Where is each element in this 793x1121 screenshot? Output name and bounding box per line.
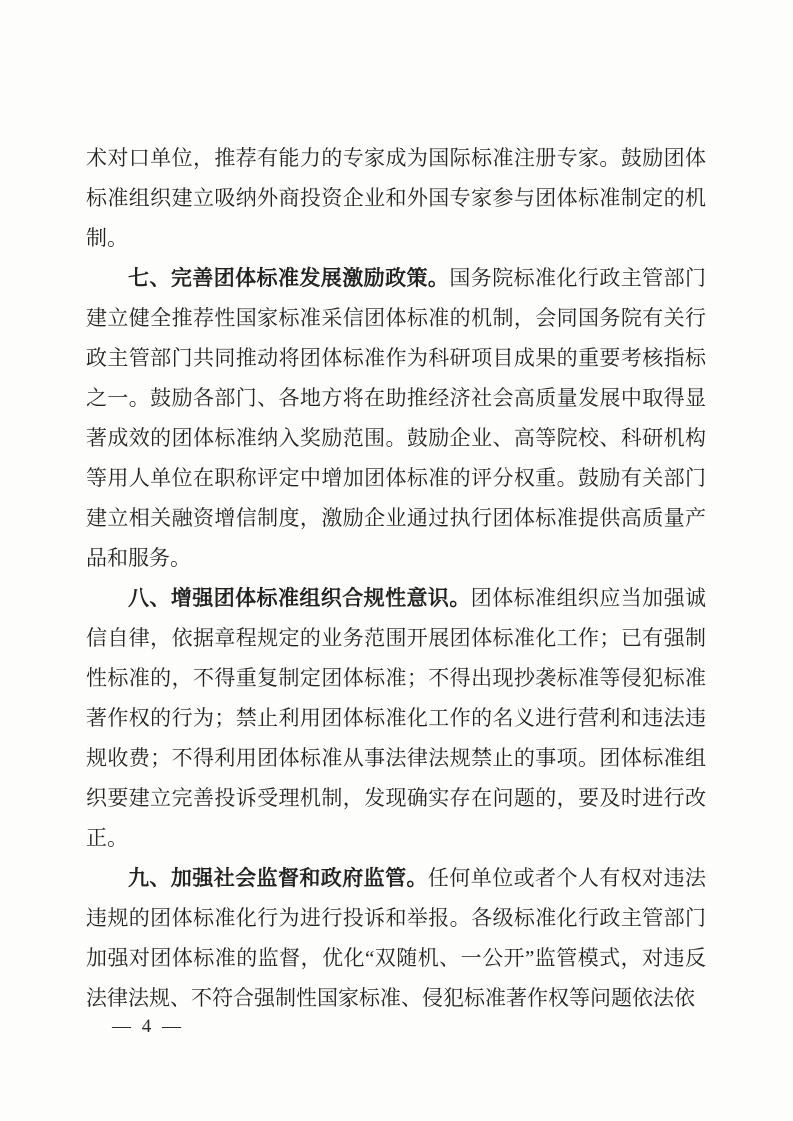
section-8-text: 团体标准组织应当加强诚信自律，依据章程规定的业务范围开展团体标准化工作；已有强制性标准的，不得重复制定团体标准；不得出现抄袭标准等侵犯标准著作权的行为；禁止利用团体标准化工作的名义进行营利和违法违规收费；不得利用团体标准从事法律法规禁止的事项。团体标准组织要建立完善投诉受理机制，发现确实存在问题的，要及时进行改正。: [86, 586, 707, 850]
section-7-text: 国务院标准化行政主管部门建立健全推荐性国家标准采信团体标准的机制，会同国务院有关行政主管部门共同推动将团体标准作为科研项目成果的重要考核指标之一。鼓励各部门、各地方将在助推经济社会高质量发展中取得显著成效的团体标准纳入奖励范围。鼓励企业、高等院校、科研机构等用人单位在职称评定中增加团体标准的评分权重。鼓励有关部门建立相关融资增信制度，激励企业通过执行团体标准提供高质量产品和服务。: [86, 266, 707, 570]
section-7-heading: 七、完善团体标准发展激励政策。: [128, 266, 450, 290]
page-number: — 4 —: [112, 1016, 184, 1037]
section-9-paragraph: [86, 858, 706, 1018]
section-8-paragraph: [86, 578, 706, 858]
document-body: [86, 138, 706, 1018]
paragraph-continuation-text: 术对口单位，推荐有能力的专家成为国际标准注册专家。鼓励团体标准组织建立吸纳外商投资企业和外国专家参与团体标准制定的机制。: [86, 146, 706, 250]
paragraph-continuation: [86, 138, 706, 258]
section-8-heading: 八、增强团体标准组织合规性意识。: [128, 586, 471, 610]
section-9-heading: 九、加强社会监督和政府监管。: [128, 866, 428, 890]
section-9-text: 任何单位或者个人有权对违法违规的团体标准化行为进行投诉和举报。各级标准化行政主管部门加强对团体标准的监督，优化“双随机、一公开”监管模式，对违反法律法规、不符合强制性国家标准、侵犯标准著作权等问题依法依: [86, 866, 706, 1010]
section-7-paragraph: [86, 258, 706, 578]
